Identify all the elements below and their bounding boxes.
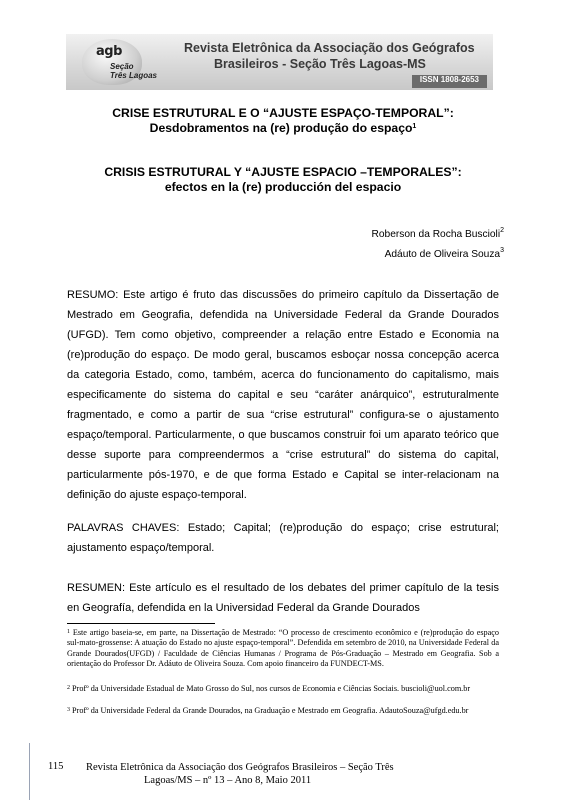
journal-title-line1: Revista Eletrônica da Associação dos Geógrafos	[184, 41, 475, 55]
issn-badge: ISSN 1808-2653	[412, 75, 487, 88]
logo-mark-text: agb	[96, 44, 122, 59]
footer-line1: Revista Eletrônica da Associação dos Geógrafos Brasileiros – Seção Três	[86, 762, 394, 773]
journal-title-line2: Brasileiros - Seção Três Lagoas-MS	[214, 57, 426, 71]
author-1	[372, 229, 504, 240]
title-es-line1: CRISIS ESTRUTURAL Y “AJUSTE ESPACIO –TEMPORALES”:	[104, 165, 462, 179]
footnote-marker: 2	[67, 685, 70, 691]
footer-line2: Lagoas/MS – nº 13 – Ano 8, Maio 2011	[144, 775, 312, 786]
journal-banner	[66, 34, 493, 90]
footnote-1	[67, 628, 499, 670]
footnote-marker: 1	[67, 629, 70, 635]
footnote-divider	[67, 623, 215, 624]
page-margin-line	[29, 743, 30, 800]
resumen-paragraph: RESUMEN: Este artículo es el resultado de los debates del primer capítulo de la tesis en Geografía, defendida en la Universidad Federal da Grande Dourados	[67, 582, 499, 614]
author-name: Adáuto de Oliveira Souza	[384, 249, 501, 260]
footnote-ref-1[interactable]: 1	[412, 123, 417, 130]
footnote-3	[67, 706, 499, 716]
footnote-ref-2[interactable]: 2	[500, 227, 504, 234]
resumo-paragraph: RESUMO: Este artigo é fruto das discussões do primeiro capítulo da Dissertação de Mestrado em Geografia, defendida na Universidade Federal da Grande Dourados (UFGD). Tem como objetivo, compreender a relação entre Estado e Economia na (re)produção do espaço. De modo geral, buscamos esboçar nossa concepção acerca da categoria Estado, como, também, acerca do funcionamento do capitalismo, mais especificamente do sistema do capital e seu “caráter anárquico”, estruturalmente fragmentado, e como a partir de sua “crise estrutural” configura-se o ajustamento espaço/temporal. Particularmente, o que buscamos construir foi um aparato teórico que desse suporte para compreendermos a “crise estrutural” do sistema do capital, particularmente pós-1970, e de que forma Estado e Capital se inter-relacionam na definição do ajuste espaço-temporal.	[67, 289, 499, 501]
footnote-ref-3[interactable]: 3	[500, 247, 504, 254]
logo-sub-line2: Três Lagoas	[110, 71, 157, 80]
article-title-es	[40, 165, 526, 195]
page-number: 115	[48, 761, 64, 772]
page-footer	[86, 761, 416, 787]
author-2	[385, 249, 504, 260]
footnote-2	[67, 684, 499, 694]
title-pt-line2: Desdobramentos na (re) produção do espaço	[149, 121, 413, 135]
keywords-paragraph: PALAVRAS CHAVES: Estado; Capital; (re)produção do espaço; crise estrutural; ajustamento espaço/temporal.	[67, 522, 499, 554]
footnote-text: Profº da Universidade Estadual de Mato Grosso do Sul, nos cursos de Economia e Ciências Sociais. buscioli@uol.com.br	[72, 684, 471, 693]
title-pt-line1: CRISE ESTRUTURAL E O “AJUSTE ESPAÇO-TEMPORAL”:	[112, 106, 454, 120]
author-name: Roberson da Rocha Buscioli	[371, 229, 501, 240]
logo-subtitle	[110, 62, 170, 80]
logo-sub-line1: Seção	[110, 62, 134, 71]
footnote-text: Este artigo baseia-se, em parte, na Dissertação de Mestrado: “O processo de crescimento econômico e (re)produção do espaço sul-mato-grossense: A atuação do Estado no ajuste espaço-temporal”. Defendida em setembro de 2010, na Universidade Federal da Grande Dourados(UFGD) / Faculdade de Ciências Humanas / Programa de Pós-Graduação – Mestrado em Geografia. Sob a orientação do Professor Dr. Adáuto de Oliveira Souza. Com apoio financeiro da FUNDECT-MS.	[67, 628, 500, 669]
footnote-marker: 3	[67, 707, 70, 713]
title-es-line2: efectos en la (re) producción del espacio	[164, 180, 402, 194]
footnote-text: Profº da Universidade Federal da Grande Dourados, na Graduação e Mestrado em Geografia. AdautoSouza@ufgd.edu.br	[72, 706, 469, 715]
article-title-pt	[40, 106, 526, 136]
